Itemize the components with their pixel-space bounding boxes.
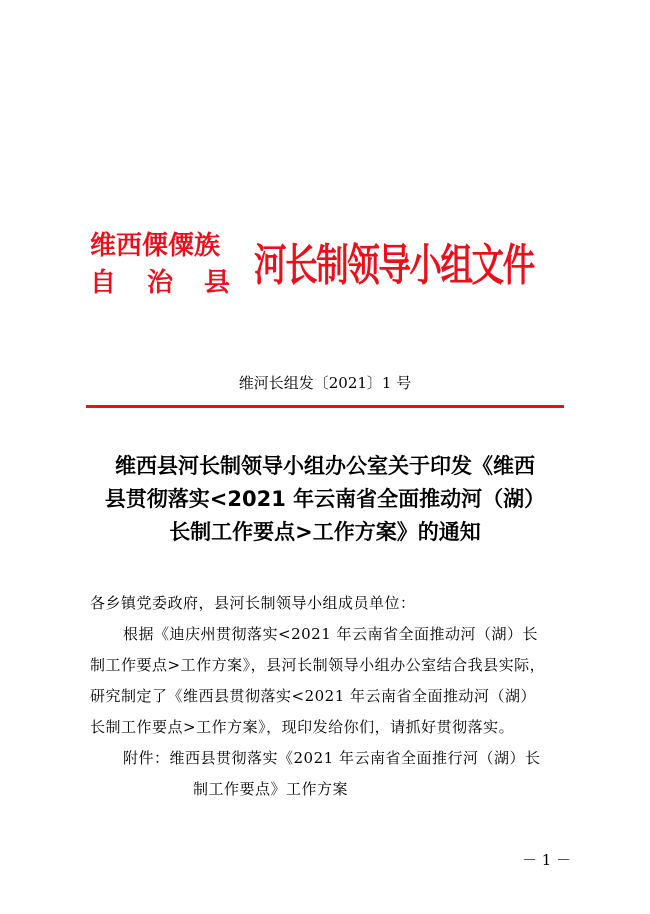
document-title <box>80 450 570 549</box>
paragraph-line-3: 研究制定了《维西县贯彻落实<2021 年云南省全面推动河（湖） <box>90 687 537 705</box>
document-type-heading: 河长制领导小组文件 <box>254 240 534 291</box>
issuer-char-2: 治 <box>146 268 173 298</box>
issuer-name <box>90 228 240 302</box>
page-number: － 1 － <box>522 851 572 869</box>
title-line-2: 县贯彻落实<2021 年云南省全面推动河（湖） <box>104 487 546 511</box>
issuer-char-1: 自 <box>90 268 117 298</box>
paragraph-line-2: 制工作要点>工作方案》，县河长制领导小组办公室结合我县实际， <box>90 656 546 674</box>
issuer-line-1: 维西傈僳族 <box>90 231 221 261</box>
issuer-char-3: 县 <box>203 268 230 298</box>
paragraph-line-1: 根据《迪庆州贯彻落实<2021 年云南省全面推动河（湖）长 <box>123 625 539 643</box>
attachment-line-1: 附件：维西县贯彻落实《2021 年云南省全面推行河（湖）长 <box>123 749 541 767</box>
salutation: 各乡镇党委政府，县河长制领导小组成员单位： <box>90 594 416 612</box>
document-number: 维河长组发〔2021〕1 号 <box>238 374 412 392</box>
issuer-line-2 <box>90 265 230 302</box>
red-divider-line <box>86 405 564 408</box>
title-line-3: 长制工作要点>工作方案》的通知 <box>169 520 481 544</box>
paragraph-line-4: 长制工作要点>工作方案》，现印发给你们，请抓好贯彻落实。 <box>90 718 515 736</box>
title-line-1: 维西县河长制领导小组办公室关于印发《维西 <box>115 454 535 478</box>
attachment-line-2: 制工作要点》工作方案 <box>193 780 349 798</box>
document-body <box>90 588 570 805</box>
